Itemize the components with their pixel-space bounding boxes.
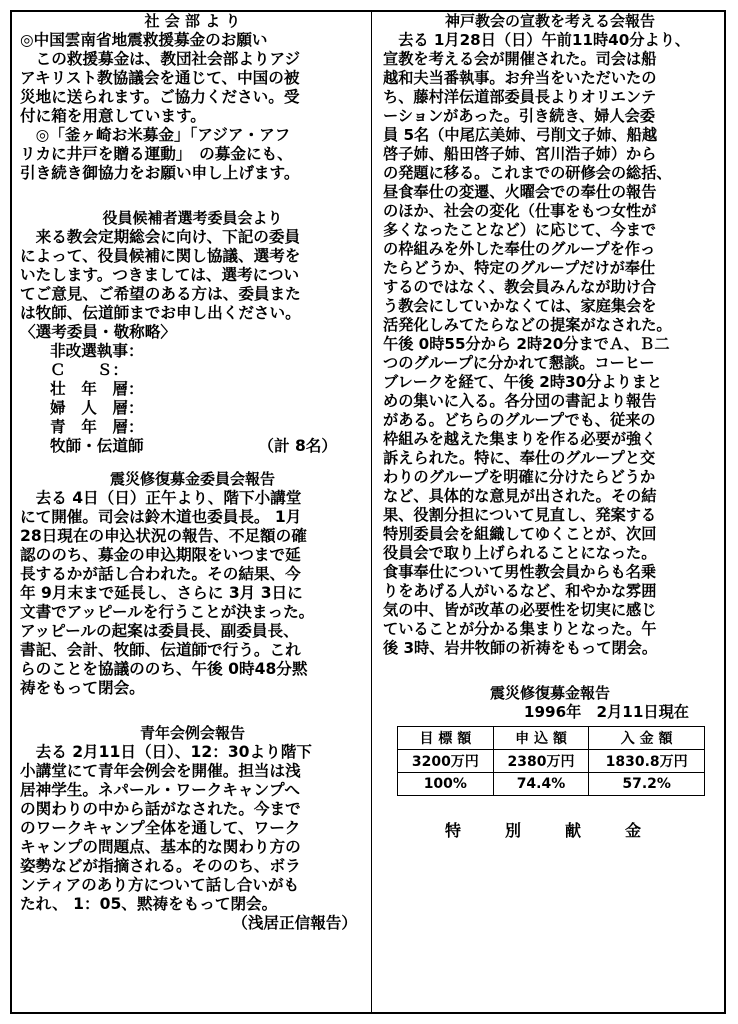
table-cell: 74.4% — [493, 773, 589, 796]
shinsai-line: アッピールの起案は委員長、副委員長、 — [20, 622, 299, 640]
senkyo-line: の枠組みを外した奉仕のグループを作っ — [383, 240, 656, 258]
committee-item: 非改選執事： — [50, 342, 144, 360]
senkyo-line: するのではなく、教会員みんなが助け合 — [383, 278, 657, 296]
seinen-line: ンティアのあり方について話し合いがも — [20, 876, 300, 894]
seinen-signature: （浅居正信報告） — [232, 914, 357, 932]
yakuin-line: は牧師、伝道師までお申し出ください。 — [20, 304, 301, 322]
senkyo-line: わりのグループを明確に分けたらどうか — [383, 468, 656, 486]
fund-table — [397, 726, 705, 796]
senkyo-section — [383, 12, 717, 658]
table-row — [398, 773, 705, 796]
committee-item: 青 年 層： — [50, 418, 144, 436]
committee-item: 壮 年 層： — [50, 380, 144, 398]
table-cell: 100% — [398, 773, 494, 796]
shinsai-line: 去る 4日（日）正午より、階下小講堂 — [20, 489, 302, 507]
shakaibu-line: リカに井戸を贈る運動」 の募金にも、 — [20, 145, 293, 163]
senkyo-line: 越和夫当番執事。お弁当をいただいたの — [383, 69, 657, 87]
committee-item: 婦 人 層： — [50, 399, 144, 417]
senkyo-line: の発題に移る。これまでの研修会の総括、 — [383, 164, 672, 182]
senkyo-line: 訴えられた。特に、奉仕のグループと交 — [383, 449, 656, 467]
senkyo-line: 果、役割分担について見直し、発案する — [383, 506, 657, 524]
table-header-cell: 入 金 額 — [589, 727, 705, 750]
shakaibu-line: 付に箱を用意しています。 — [20, 107, 206, 125]
senkyo-line: 員 5名（中尾広美姉、弓削文子姉、船越 — [383, 126, 658, 144]
seinen-line: の関わりの中から話がなされた。今まで — [20, 800, 301, 818]
fund-report-title: 震災修復募金報告 — [489, 684, 610, 702]
senkyo-line: ーションがあった。引き続き、婦人会委 — [383, 107, 656, 125]
senkyo-line: 多くなったことなど）に応じて、今まで — [383, 221, 657, 239]
shinsai-line: 28日現在の申込状況の報告、不足額の確 — [20, 527, 307, 545]
seinen-line: 小講堂にて青年会例会を開催。担当は浅 — [20, 762, 301, 780]
table-row — [398, 727, 705, 750]
table-header-cell: 目 標 額 — [398, 727, 494, 750]
seinen-line: たれ、 1：05、黙祷をもって閉会。 — [20, 895, 278, 913]
seinen-line: のワークキャンプ全体を通して、ワーク — [20, 819, 301, 837]
shakaibu-line: 災地に送られます。ご協力ください。受 — [20, 88, 300, 106]
yakuin-title: 役員候補者選考委員会より — [102, 209, 283, 227]
shinsai-section — [20, 470, 365, 698]
committee-list — [20, 342, 365, 456]
shakaibu-line: ◎中国雲南省地震救援募金のお願い — [20, 31, 268, 49]
senkyo-line: 宣教を考える会が開催された。司会は船 — [383, 50, 657, 68]
table-cell: 3200万円 — [398, 750, 494, 773]
senkyo-line: 去る 1月28日（日）午前11時40分より、 — [383, 31, 691, 49]
table-cell: 57.2% — [589, 773, 705, 796]
table-row — [398, 750, 705, 773]
senkyo-line: たらどうか、特定のグループだけが奉仕 — [383, 259, 656, 277]
shinsai-line: らのことを協議ののち、午後 0時48分黙 — [20, 660, 308, 678]
yakuin-line: てご意見、ご希望のある方は、委員また — [20, 285, 301, 303]
right-column — [383, 12, 717, 841]
table-cell: 2380万円 — [493, 750, 589, 773]
yakuin-line: 〈選考委員・敬称略〉 — [20, 323, 176, 341]
seinen-line: 姿勢などが指摘される。そののち、ボラ — [20, 857, 301, 875]
shakaibu-section — [20, 12, 365, 183]
seinen-line: 去る 2月11日（日）、12：30より階下 — [20, 743, 312, 761]
seinen-title: 青年会例会報告 — [139, 724, 245, 742]
shinsai-title: 震災修復募金委員会報告 — [109, 470, 275, 488]
fund-report-date: 1996年 2月11日現在 — [523, 703, 689, 721]
senkyo-line: ていることが分かる集まりとなった。午 — [383, 620, 657, 638]
shinsai-line: 書記、会計、牧師、伝道師で行う。これ — [20, 641, 301, 659]
senkyo-line: 活発化しみてたらなどの提案がなされた。 — [383, 316, 672, 334]
senkyo-line: がある。どちらのグループでも、従来の — [383, 411, 656, 429]
shinsai-line: 年 9月末まで延長し、さらに 3月 3日に — [20, 584, 303, 602]
senkyo-line: 枠組みを越えた集まりを作る必要が強く — [383, 430, 657, 448]
committee-role: 牧師・伝道師 — [50, 437, 144, 455]
committee-total: （計 8名） — [258, 437, 337, 455]
table-cell: 1830.8万円 — [589, 750, 705, 773]
senkyo-line: ち、藤村洋伝道部委員長よりオリエンテ — [383, 88, 657, 106]
shakaibu-line: この救援募金は、教団社会部よりアジ — [20, 50, 301, 68]
senkyo-line: など、具体的な意見が出された。その結 — [383, 487, 657, 505]
senkyo-line: 気の中、皆が改革の必要性を切実に感じ — [383, 601, 657, 619]
senkyo-line: 昼食奉仕の変遷、火曜会での奉仕の報告 — [383, 183, 657, 201]
seinen-line: キャンプの問題点、基本的な関わり方の — [20, 838, 301, 856]
shakaibu-line: ◎「釜ヶ崎お米募金」「アジア・アフ — [20, 126, 291, 144]
senkyo-line: めの集いに入る。各分団の書記より報告 — [383, 392, 657, 410]
senkyo-line: 食事奉仕について男性教会員からも名乗 — [383, 563, 657, 581]
shakaibu-line: 引き続き御協力をお願い申し上げます。 — [20, 164, 300, 182]
senkyo-line: ブレークを経て、午後 2時30分よりまと — [383, 373, 663, 391]
senkyo-line: つのグループに分かれて懇談。コーヒー — [383, 354, 655, 372]
yakuin-line: いたします。つきましては、選考につい — [20, 266, 300, 284]
column-divider — [371, 12, 372, 1012]
senkyo-line: のほか、社会の変化（仕事をもつ女性が — [383, 202, 657, 220]
senkyo-line: 役員会で取り上げられることになった。 — [383, 544, 657, 562]
yakuin-line: 来る教会定期総会に向け、下記の委員 — [20, 228, 301, 246]
shinsai-line: 文書でアッピールを行うことが決まった。 — [20, 603, 315, 621]
table-header-cell: 申 込 額 — [493, 727, 589, 750]
seinen-line: 居神学生。ネパール・ワークキャンプへ — [20, 781, 300, 799]
senkyo-line: 特別委員会を組織してゆくことが、次回 — [383, 525, 657, 543]
shakaibu-line: アキリスト教協議会を通じて、中国の被 — [20, 69, 300, 87]
yakuin-section — [20, 209, 365, 456]
committee-item-last — [20, 437, 365, 456]
seinen-section — [20, 724, 365, 933]
senkyo-line: う教会にしていかなくては、家庭集会を — [383, 297, 657, 315]
shinsai-line: 長するかが話し合われた。その結果、今 — [20, 565, 301, 583]
senkyo-line: 啓子姉、船田啓子姉、宮川浩子姉）から — [383, 145, 657, 163]
senkyo-line: 午後 0時55分から 2時20分までＡ、Ｂ二 — [383, 335, 670, 353]
senkyo-line: りをあげる人がいるなど、和やかな雰囲 — [383, 582, 657, 600]
fund-report-section — [383, 684, 717, 796]
senkyo-line: 後 3時、岩井牧師の祈祷をもって閉会。 — [383, 639, 658, 657]
shakaibu-title: 社 会 部 よ り — [144, 12, 241, 30]
shinsai-line: にて開催。司会は鈴木道也委員長。 1月 — [20, 508, 302, 526]
yakuin-line: によって、役員候補に関し協議、選考を — [20, 247, 301, 265]
tokubetsu-kenkin-heading: 特 別 献 金 — [444, 821, 655, 840]
left-column — [20, 12, 365, 933]
committee-item: Ｃ Ｓ： — [50, 361, 128, 379]
shinsai-line: 認ののち、募金の申込期限をいつまで延 — [20, 546, 301, 564]
shinsai-line: 祷をもって閉会。 — [20, 679, 145, 697]
senkyo-title: 神戸教会の宣教を考える会報告 — [444, 12, 655, 30]
